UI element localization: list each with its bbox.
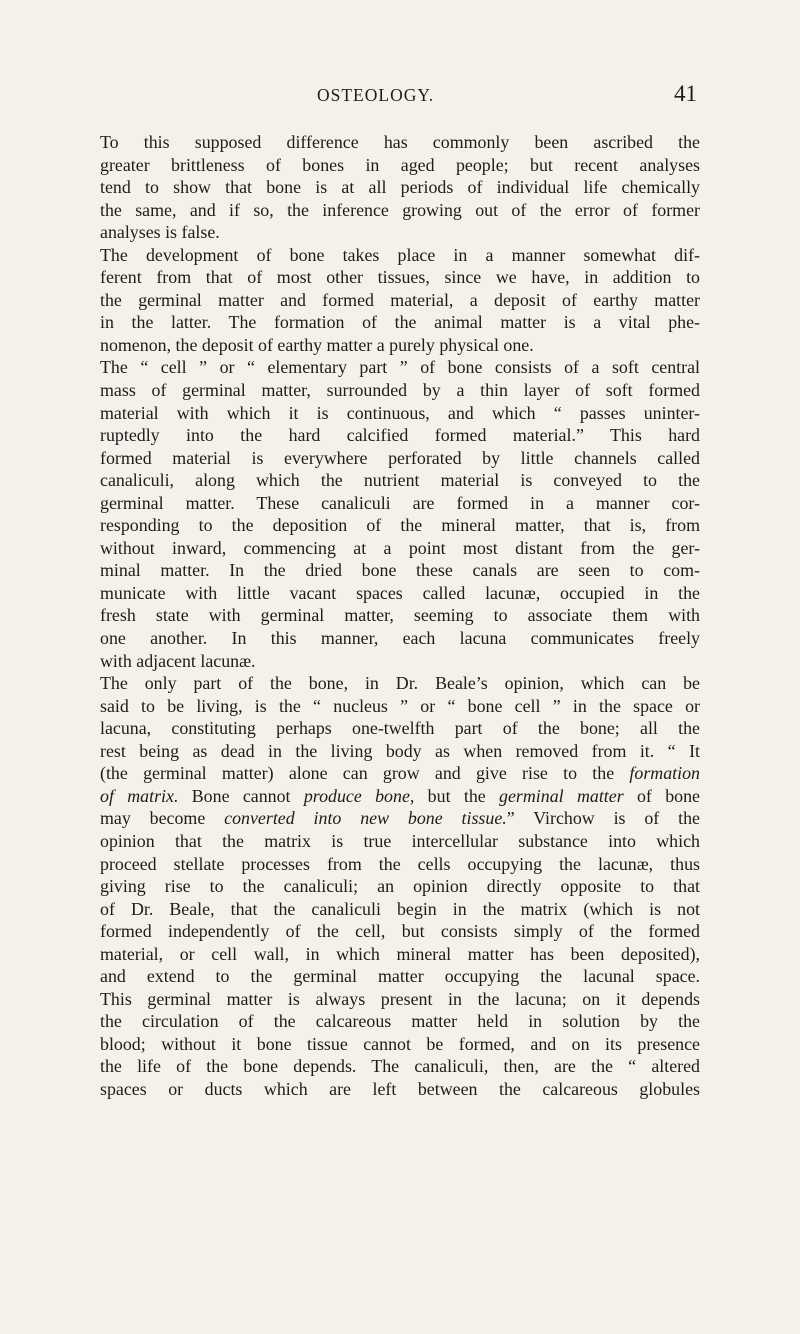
text-line: This germinal matter is always present in the lacuna; on it depends xyxy=(100,988,700,1009)
text-line: mass of germinal matter, surrounded by a thin layer of soft formed xyxy=(100,380,700,401)
italic-text: converted into new bone tissue. xyxy=(224,808,507,829)
text-line: ruptedly into the hard calcified formed material.” This hard xyxy=(100,425,700,446)
text-line: proceed stellate processes from the cells occupying the lacunæ, thus xyxy=(100,853,700,874)
text-line: fresh state with germinal matter, seeming to associate them with xyxy=(100,605,700,626)
text-line xyxy=(100,785,700,808)
text-line: lacuna, constituting perhaps one-twelfth part of the bone; all the xyxy=(100,718,700,739)
text-line: ferent from that of most other tissues, since we have, in addition to xyxy=(100,267,700,288)
italic-text: formation xyxy=(629,763,700,784)
text-line: minal matter. In the dried bone these canals are seen to com- xyxy=(100,560,700,581)
text-line: municate with little vacant spaces called lacunæ, occupied in the xyxy=(100,582,700,603)
text-run: may become xyxy=(100,808,225,829)
text-line: of Dr. Beale, that the canaliculi begin in the matrix (which is not xyxy=(100,898,700,919)
running-title: OSTEOLOGY. xyxy=(317,85,435,105)
text-line: blood; without it bone tissue cannot be formed, and on its presence xyxy=(100,1033,700,1054)
text-line: spaces or ducts which are left between the calcareous globules xyxy=(100,1078,700,1099)
italic-text: germinal matter xyxy=(499,785,624,806)
text-run: (the germinal matter) alone can grow and give rise to the xyxy=(100,763,630,784)
text-line xyxy=(100,807,700,830)
text-run: Bone cannot xyxy=(178,785,304,806)
italic-text: of matrix. xyxy=(100,785,179,806)
text-line: and extend to the germinal matter occupying the lacunal space. xyxy=(100,966,700,987)
text-line: giving rise to the canaliculi; an opinion directly opposite to that xyxy=(100,876,700,897)
text-line: material with which it is continuous, and which “ passes uninter- xyxy=(100,402,700,423)
text-line: The development of bone takes place in a manner somewhat dif- xyxy=(100,244,700,265)
text-line: the same, and if so, the inference growing out of the error of former xyxy=(100,199,700,220)
text-run: of bone xyxy=(623,785,700,806)
text-line: without inward, commencing at a point most distant from the ger- xyxy=(100,537,700,558)
text-line: nomenon, the deposit of earthy matter a purely physical one. xyxy=(100,334,534,355)
text-line xyxy=(100,762,700,785)
text-line: one another. In this manner, each lacuna communicates freely xyxy=(100,628,700,649)
page-number: 41 xyxy=(674,81,697,106)
text-line: greater brittleness of bones in aged people; but recent analyses xyxy=(100,154,700,175)
text-run: but the xyxy=(414,785,500,806)
text-line: tend to show that bone is at all periods of individual life chemically xyxy=(100,177,700,198)
text-line: formed material is everywhere perforated by little channels called xyxy=(100,447,700,468)
text-line: rest being as dead in the living body as when removed from it. “ It xyxy=(100,740,700,761)
text-line: canaliculi, along which the nutrient material is conveyed to the xyxy=(100,470,700,491)
text-line: the germinal matter and formed material, a deposit of earthy matter xyxy=(100,289,700,310)
running-head xyxy=(317,81,697,113)
text-line: responding to the deposition of the mineral matter, that is, from xyxy=(100,515,700,536)
text-run: ” Virchow is of the xyxy=(506,808,700,829)
text-line: said to be living, is the “ nucleus ” or “ bone cell ” in the space or xyxy=(100,695,700,716)
text-line: The “ cell ” or “ elementary part ” of bone consists of a soft central xyxy=(100,357,700,378)
text-line: the life of the bone depends. The canaliculi, then, are the “ altered xyxy=(100,1056,700,1077)
text-line: germinal matter. These canaliculi are formed in a manner cor- xyxy=(100,492,700,513)
text-line: with adjacent lacunæ. xyxy=(100,650,256,671)
text-line: The only part of the bone, in Dr. Beale’s opinion, which can be xyxy=(100,673,700,694)
text-line: in the latter. The formation of the animal matter is a vital phe- xyxy=(100,312,700,333)
text-line: opinion that the matrix is true intercellular substance into which xyxy=(100,830,700,851)
text-line: analyses is false. xyxy=(100,222,220,243)
text-line: the circulation of the calcareous matter held in solution by the xyxy=(100,1011,700,1032)
body-text xyxy=(100,131,700,1101)
text-line: To this supposed difference has commonly been ascribed the xyxy=(100,132,700,152)
text-line: formed independently of the cell, but consists simply of the formed xyxy=(100,921,700,942)
text-line: material, or cell wall, in which mineral matter has been deposited), xyxy=(100,943,700,964)
italic-text: produce bone, xyxy=(303,785,415,806)
